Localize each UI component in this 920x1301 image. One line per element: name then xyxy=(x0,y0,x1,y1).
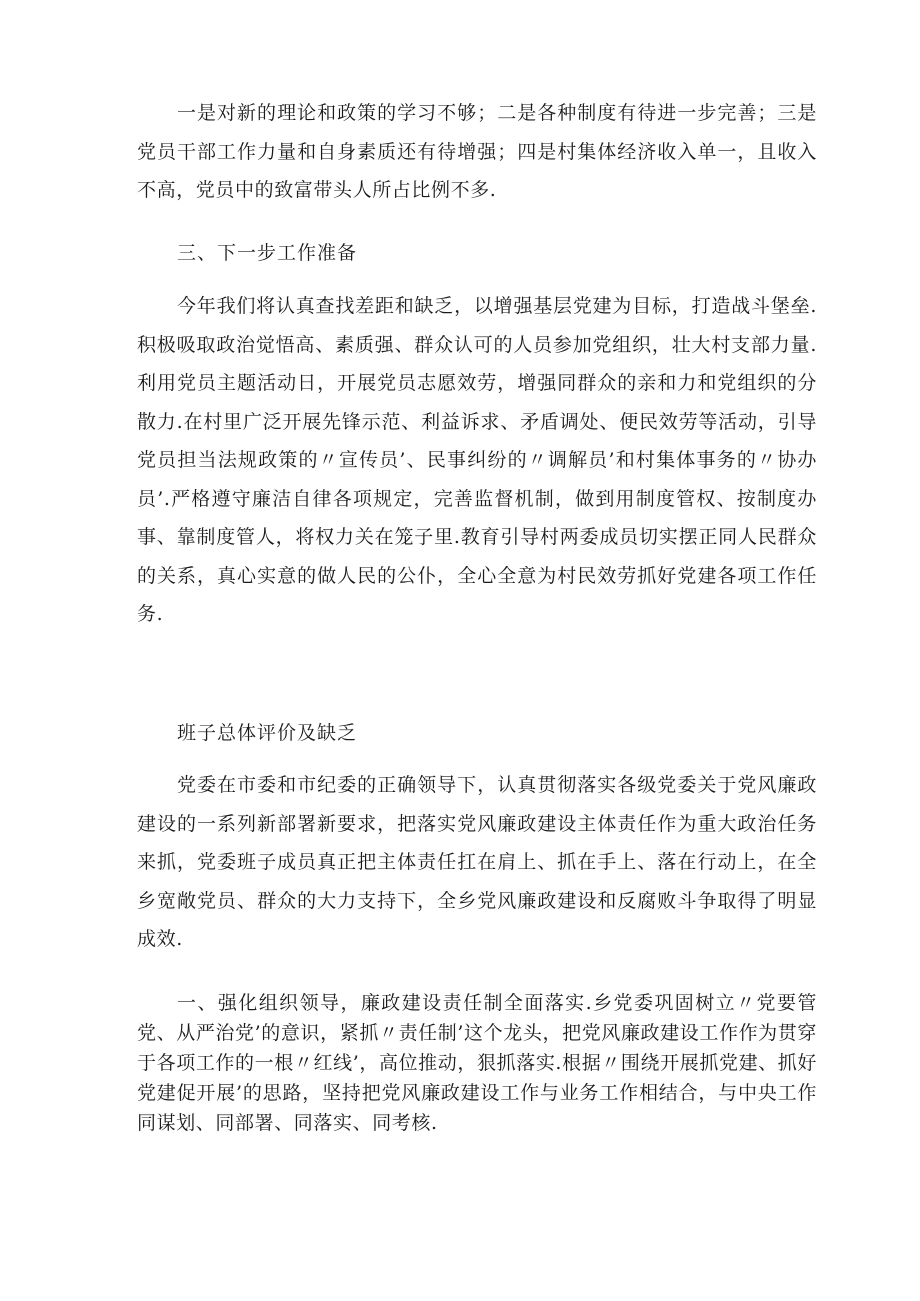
heading-next-steps: 三、下一步工作准备 xyxy=(177,242,358,264)
paragraph-work-plan: 今年我们将认真查找差距和缺乏，以增强基层党建为目标，打造战斗堡垒.积极吸取政治觉悟高、素质强、群众认可的人员参加党组织，壮大村支部力量.利用党员主题活动日，开展党员志愿效劳，增强同群众的亲和力和党组织的分散力.在村里广泛开展先锋示范、利益诉求、矛盾调处、便民效劳等活动，引导党员担当法规政策的〃宣传员’、民事纠纷的〃调解员’和村集体事务的〃协办员’.严格遵守廉洁自律各项规定，完善监督机制，做到用制度管权、按制度办事、靠制度管人，将权力关在笼子里.教育引导村两委成员切实摆正同人民群众的关系，真心实意的做人民的公仆，全心全意为村民效劳抓好党建各项工作任务. xyxy=(137,295,817,625)
paragraph-problems: 一是对新的理论和政策的学习不够；二是各种制度有待进一步完善；三是党员干部工作力量和自身素质还有待增强；四是村集体经济收入单一，且收入不高，党员中的致富带头人所占比例不多. xyxy=(137,102,817,201)
paragraph-party-committee: 党委在市委和市纪委的正确领导下，认真贯彻落实各级党委关于党风廉政建设的一系列新部署新要求，把落实党风廉政建设主体责任作为重大政治任务来抓，党委班子成员真正把主体责任扛在肩上、抓在手上、落在行动上，在全乡宽敞党员、群众的大力支持下，全乡党风廉政建设和反腐败斗争取得了明显成效. xyxy=(137,774,817,950)
paragraph-organizational-leadership: 一、强化组织领导，廉政建设责任制全面落实.乡党委巩固树立〃党要管党、从严治党’的意识，紧抓〃责任制’这个龙头，把党风廉政建设工作作为贯穿于各项工作的一根〃红线’，高位推动，狠抓落实.根据〃围绕开展抓党建、抓好党建促开展’的思路，坚持把党风廉政建设工作与业务工作相结合，与中央工作同谋划、同部署、同落实、同考核. xyxy=(137,992,817,1134)
heading-team-evaluation: 班子总体评价及缺乏 xyxy=(177,722,358,744)
